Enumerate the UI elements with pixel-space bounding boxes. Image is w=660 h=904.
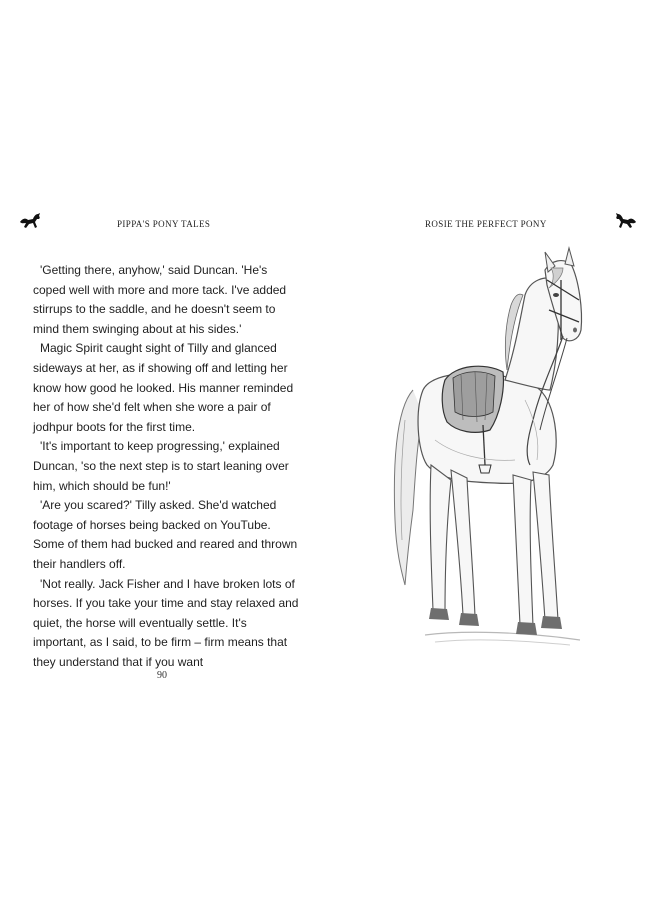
saddled-pony-illustration: [365, 240, 595, 660]
paragraph: 'Are you scared?' Tilly asked. She'd watched footage of horses being backed on YouTube. Some of them had bucked and reared and thrown their handlers off.: [33, 498, 298, 571]
paragraph: Magic Spirit caught sight of Tilly and glanced sideways at her, as if showing off and letting her know how good he looked. His manner reminded her of how she'd felt when she wore a pair of jodhpur boots for the first time.: [33, 341, 294, 434]
page-number: 90: [157, 670, 167, 681]
paragraph: 'Getting there, anyhow,' said Duncan. 'He's coped well with more and more tack. I've added stirrups to the saddle, and he doesn't seem to mind them swinging about at his sides.': [33, 263, 287, 336]
paragraph: 'It's important to keep progressing,' explained Duncan, 'so the next step is to start leaning over him, which should be fun!': [33, 439, 289, 493]
galloping-horse-icon: [614, 210, 638, 232]
right-page: [330, 0, 660, 904]
galloping-horse-icon: [18, 210, 42, 232]
paragraph: 'Not really. Jack Fisher and I have broken lots of horses. If you take your time and stay relaxed and quiet, the horse will eventually settle. It's important, as I said, to be firm – firm means that they understand that if you want: [33, 576, 299, 669]
body-text: [33, 261, 303, 672]
running-head: PIPPA'S PONY TALES: [117, 219, 211, 229]
running-head: ROSIE THE PERFECT PONY: [425, 219, 547, 229]
